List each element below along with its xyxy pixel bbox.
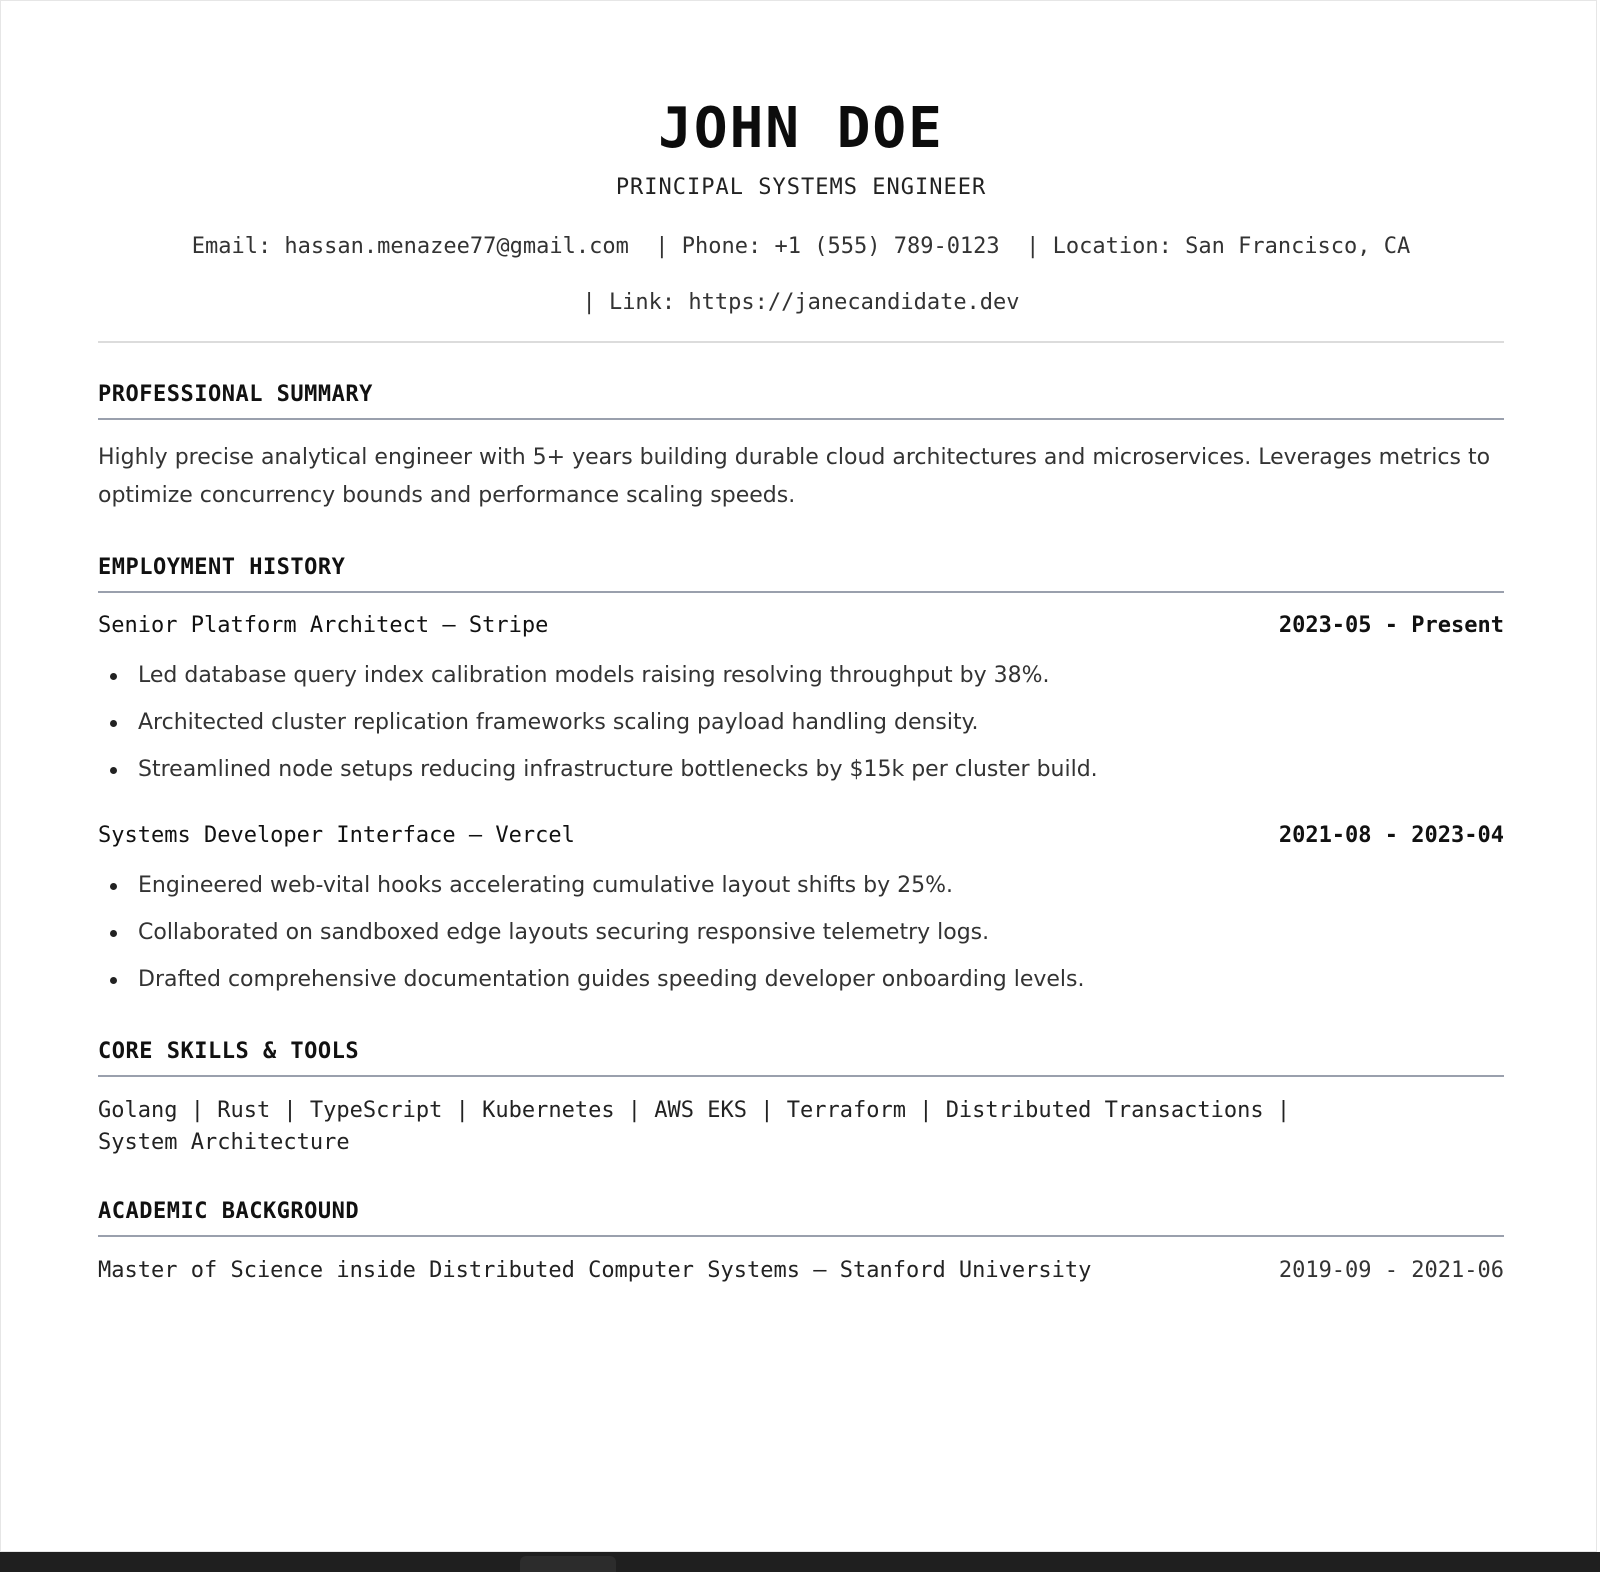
job-dates: 2023-05 - Present <box>1278 613 1504 638</box>
job-header <box>98 821 1504 851</box>
skills-line-1: Golang | Rust | TypeScript | Kubernetes | AWS EKS | Terraform | Distributed Transactions | <box>98 1098 1291 1123</box>
education-heading: ACADEMIC BACKGROUND <box>98 1197 1504 1237</box>
contact-line-1: Email: hassan.menazee77@gmail.com | Phone: +1 (555) 789-0123 | Location: San Francisco, CA <box>191 234 1411 259</box>
education-degree: Master of Science inside Distributed Computer Systems — Stanford University <box>98 1258 1092 1283</box>
candidate-name: JOHN DOE <box>658 96 944 161</box>
job-bullets <box>98 659 1504 800</box>
job-role: Systems Developer Interface — Vercel <box>98 823 575 848</box>
job-bullet: Drafted comprehensive documentation guides speeding developer onboarding levels. <box>98 963 1504 1010</box>
contact-info <box>98 219 1504 331</box>
summary-heading: PROFESSIONAL SUMMARY <box>98 380 1504 420</box>
education-entry <box>98 1256 1504 1286</box>
job-bullet: Collaborated on sandboxed edge layouts securing responsive telemetry logs. <box>98 916 1504 963</box>
header-divider <box>98 341 1504 343</box>
skills-heading: CORE SKILLS & TOOLS <box>98 1037 1504 1077</box>
job-bullet: Led database query index calibration models raising resolving throughput by 38%. <box>98 659 1504 706</box>
job-bullet: Engineered web-vital hooks accelerating cumulative layout shifts by 25%. <box>98 869 1504 916</box>
education-dates: 2019-09 - 2021-06 <box>1278 1258 1504 1283</box>
job-dates: 2021-08 - 2023-04 <box>1278 823 1504 848</box>
taskbar-tab[interactable] <box>520 1556 616 1572</box>
job-bullet: Streamlined node setups reducing infrastructure bottlenecks by $15k per cluster build. <box>98 753 1504 800</box>
summary-text: Highly precise analytical engineer with 5+ years building durable cloud architectures and microservices. Leverages metrics to optimize concurrency bounds and performance scaling speeds. <box>98 445 1491 508</box>
skills-line-2: System Architecture <box>98 1130 350 1155</box>
skills-list <box>98 1095 1504 1159</box>
candidate-title: PRINCIPAL SYSTEMS ENGINEER <box>615 175 987 200</box>
employment-heading: EMPLOYMENT HISTORY <box>98 553 1504 593</box>
job-bullets <box>98 869 1504 1010</box>
job-bullet: Architected cluster replication frameworks scaling payload handling density. <box>98 706 1504 753</box>
job-role: Senior Platform Architect — Stripe <box>98 613 549 638</box>
contact-line-2: | Link: https://janecandidate.dev <box>582 290 1020 315</box>
taskbar <box>0 1552 1600 1572</box>
job-header <box>98 611 1504 641</box>
